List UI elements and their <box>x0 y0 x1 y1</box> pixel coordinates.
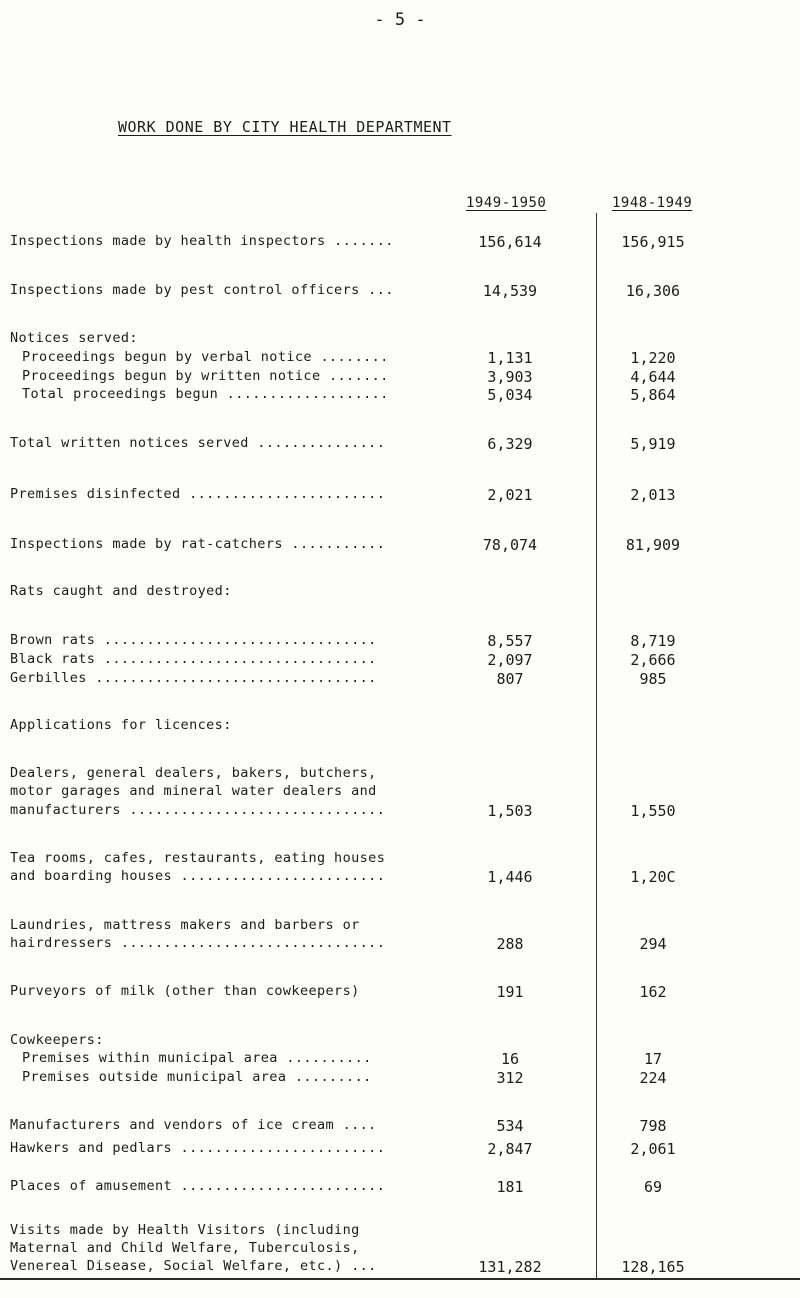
bottom-rule <box>0 1278 800 1280</box>
row-label: Premises within municipal area .......... <box>22 1050 372 1066</box>
value-1949-1950: 807 <box>496 670 524 688</box>
row-label: Rats caught and destroyed: <box>10 583 232 599</box>
value-1948-1949: 224 <box>639 1069 667 1087</box>
value-1948-1949: 5,864 <box>630 386 676 404</box>
section-heading <box>10 1032 790 1050</box>
row-label: Applications for licences: <box>10 717 232 733</box>
value-1948-1949: 69 <box>643 1178 663 1196</box>
value-1948-1949: 162 <box>639 983 667 1001</box>
row-label: manufacturers .............................. <box>10 802 386 818</box>
value-1949-1950: 14,539 <box>482 282 538 300</box>
value-1948-1949: 798 <box>639 1117 667 1135</box>
value-1949-1950: 181 <box>496 1178 524 1196</box>
value-1949-1950: 1,131 <box>487 349 533 367</box>
table-row <box>10 632 790 650</box>
row-label: Black rats ................................ <box>10 651 377 667</box>
section-heading <box>10 330 790 348</box>
row-label: Proceedings begun by written notice ....... <box>22 368 389 384</box>
value-1949-1950: 5,034 <box>487 386 533 404</box>
row-label: Total proceedings begun ................... <box>22 386 389 402</box>
table-row <box>10 282 790 300</box>
row-label: hairdressers ............................... <box>10 935 386 951</box>
value-1949-1950: 312 <box>496 1069 524 1087</box>
table-row <box>10 1178 790 1196</box>
table-row <box>10 935 790 953</box>
value-1948-1949: 5,919 <box>630 435 676 453</box>
text-line <box>10 783 790 801</box>
value-1949-1950: 1,446 <box>487 868 533 886</box>
row-label: Tea rooms, cafes, restaurants, eating houses <box>10 850 386 866</box>
row-label: Inspections made by pest control officers ... <box>10 282 394 298</box>
table-row <box>10 868 790 886</box>
value-1949-1950: 78,074 <box>482 536 538 554</box>
value-1948-1949: 1,20C <box>630 868 676 886</box>
row-label: motor garages and mineral water dealers and <box>10 783 377 799</box>
row-label: Visits made by Health Visitors (including <box>10 1222 360 1238</box>
table-row <box>10 651 790 669</box>
row-label: Manufacturers and vendors of ice cream .... <box>10 1117 377 1133</box>
table-row <box>10 802 790 820</box>
table-row <box>10 536 790 554</box>
value-1948-1949: 17 <box>643 1050 663 1068</box>
value-1949-1950: 16 <box>500 1050 520 1068</box>
row-label: Purveyors of milk (other than cowkeepers) <box>10 983 360 999</box>
text-line <box>10 917 790 935</box>
row-label: Brown rats ................................ <box>10 632 377 648</box>
column-header-1949-1950: 1949-1950 <box>466 195 547 211</box>
text-line <box>10 765 790 783</box>
value-1949-1950: 3,903 <box>487 368 533 386</box>
row-label: Premises disinfected ....................... <box>10 486 386 502</box>
row-label: Laundries, mattress makers and barbers or <box>10 917 360 933</box>
table-row <box>10 983 790 1001</box>
page-title: WORK DONE BY CITY HEALTH DEPARTMENT <box>118 118 452 136</box>
value-1948-1949: 81,909 <box>625 536 681 554</box>
table-row <box>10 349 790 367</box>
value-1948-1949: 2,061 <box>630 1140 676 1158</box>
value-1948-1949: 128,165 <box>621 1258 685 1276</box>
value-1948-1949: 1,550 <box>630 802 676 820</box>
table-row <box>10 1140 790 1158</box>
table-row <box>10 368 790 386</box>
row-label: Inspections made by rat-catchers ........... <box>10 536 386 552</box>
section-heading <box>10 583 790 601</box>
section-heading <box>10 717 790 735</box>
page-number: - 5 - <box>374 10 426 30</box>
value-1949-1950: 1,503 <box>487 802 533 820</box>
value-1949-1950: 534 <box>496 1117 524 1135</box>
value-1948-1949: 8,719 <box>630 632 676 650</box>
text-line <box>10 850 790 868</box>
row-label: and boarding houses ........................ <box>10 868 386 884</box>
row-label: Total written notices served ............... <box>10 435 386 451</box>
value-1948-1949: 156,915 <box>621 233 685 251</box>
column-header-1948-1949: 1948-1949 <box>612 195 693 211</box>
value-1948-1949: 2,666 <box>630 651 676 669</box>
value-1949-1950: 191 <box>496 983 524 1001</box>
value-1949-1950: 288 <box>496 935 524 953</box>
value-1949-1950: 6,329 <box>487 435 533 453</box>
value-1948-1949: 16,306 <box>625 282 681 300</box>
value-1949-1950: 2,021 <box>487 486 533 504</box>
table-row <box>10 386 790 404</box>
table-row <box>10 233 790 251</box>
value-1949-1950: 156,614 <box>478 233 542 251</box>
row-label: Hawkers and pedlars ........................ <box>10 1140 386 1156</box>
value-1948-1949: 985 <box>639 670 667 688</box>
table-row <box>10 1050 790 1068</box>
table-row <box>10 1117 790 1135</box>
row-label: Places of amusement ........................ <box>10 1178 386 1194</box>
row-label: Cowkeepers: <box>10 1032 104 1048</box>
value-1949-1950: 2,847 <box>487 1140 533 1158</box>
row-label: Venereal Disease, Social Welfare, etc.) ... <box>10 1258 377 1274</box>
table-row <box>10 1258 790 1276</box>
value-1948-1949: 294 <box>639 935 667 953</box>
table-row <box>10 435 790 453</box>
value-1949-1950: 8,557 <box>487 632 533 650</box>
row-label: Gerbilles ................................. <box>10 670 377 686</box>
row-label: Maternal and Child Welfare, Tuberculosis, <box>10 1240 360 1256</box>
value-1948-1949: 4,644 <box>630 368 676 386</box>
row-label: Dealers, general dealers, bakers, butchers, <box>10 765 377 781</box>
table-row <box>10 486 790 504</box>
text-line <box>10 1240 790 1258</box>
table-row <box>10 1069 790 1087</box>
value-1948-1949: 1,220 <box>630 349 676 367</box>
row-label: Premises outside municipal area ......... <box>22 1069 372 1085</box>
value-1949-1950: 2,097 <box>487 651 533 669</box>
row-label: Proceedings begun by verbal notice ........ <box>22 349 389 365</box>
value-1949-1950: 131,282 <box>478 1258 542 1276</box>
value-1948-1949: 2,013 <box>630 486 676 504</box>
text-line <box>10 1222 790 1240</box>
row-label: Inspections made by health inspectors ....... <box>10 233 394 249</box>
row-label: Notices served: <box>10 330 138 346</box>
table-row <box>10 670 790 688</box>
